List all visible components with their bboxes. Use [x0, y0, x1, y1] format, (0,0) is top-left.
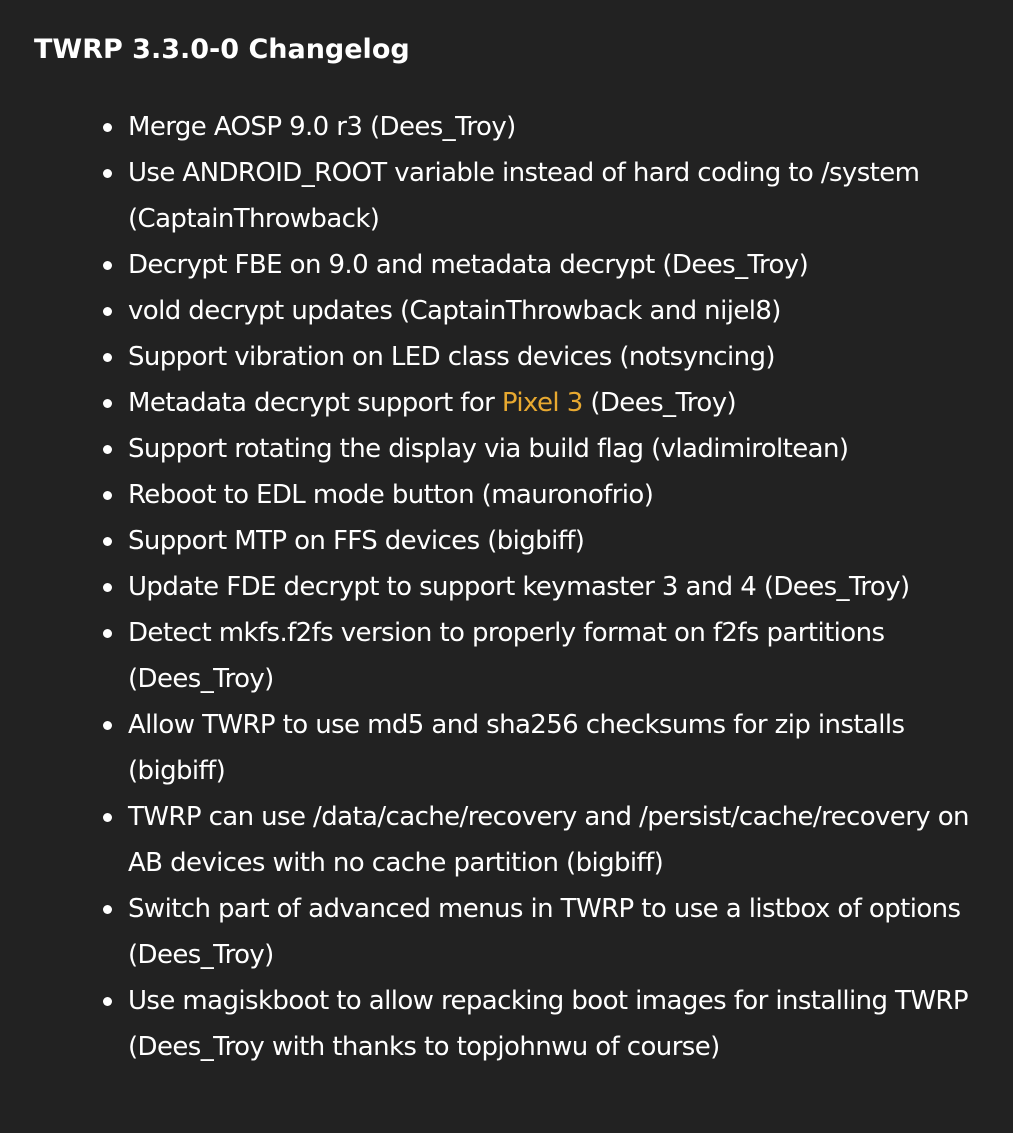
changelog-item-text: Decrypt FBE on 9.0 and metadata decrypt (Dees_Troy)	[128, 250, 809, 280]
bullet-icon	[103, 169, 112, 178]
changelog-item-text: Allow TWRP to use md5 and sha256 checksums for zip installs (bigbiff)	[128, 710, 905, 786]
bullet-icon	[103, 261, 112, 270]
changelog-item	[128, 380, 1013, 426]
changelog-item	[128, 150, 1013, 242]
bullet-icon	[103, 307, 112, 316]
bullet-icon	[103, 629, 112, 638]
changelog-item-text: Switch part of advanced menus in TWRP to use a listbox of options (Dees_Troy)	[128, 894, 961, 970]
changelog-item-text-after: (Dees_Troy)	[582, 388, 737, 418]
changelog-item	[128, 886, 1013, 978]
bullet-icon	[103, 997, 112, 1006]
changelog-item-text: Support MTP on FFS devices (bigbiff)	[128, 526, 585, 556]
changelog-item	[128, 702, 1013, 794]
changelog-list	[34, 104, 1013, 1070]
changelog-item-text-before: Metadata decrypt support for	[128, 388, 502, 418]
changelog-item-text: Merge AOSP 9.0 r3 (Dees_Troy)	[128, 112, 516, 142]
bullet-icon	[103, 583, 112, 592]
changelog-item-text: Reboot to EDL mode button (mauronofrio)	[128, 480, 654, 510]
changelog-item-text: Update FDE decrypt to support keymaster 3 and 4 (Dees_Troy)	[128, 572, 910, 602]
pixel-3-link[interactable]: Pixel 3	[501, 388, 583, 418]
changelog-item	[128, 242, 1013, 288]
changelog-item	[128, 426, 1013, 472]
bullet-icon	[103, 491, 112, 500]
changelog-item	[128, 288, 1013, 334]
changelog-item	[128, 610, 1013, 702]
changelog-item	[128, 104, 1013, 150]
changelog-item	[128, 978, 1013, 1070]
changelog-item	[128, 334, 1013, 380]
bullet-icon	[103, 399, 112, 408]
bullet-icon	[103, 813, 112, 822]
changelog-item-text: Use magiskboot to allow repacking boot images for installing TWRP (Dees_Troy with thanks to topjohnwu of course)	[128, 986, 968, 1062]
changelog-item-text: TWRP can use /data/cache/recovery and /persist/cache/recovery on AB devices with no cache partition (bigbiff)	[128, 802, 969, 878]
changelog-item	[128, 564, 1013, 610]
bullet-icon	[103, 905, 112, 914]
changelog-item-text: vold decrypt updates (CaptainThrowback and nijel8)	[128, 296, 781, 326]
changelog-item-text: Detect mkfs.f2fs version to properly format on f2fs partitions (Dees_Troy)	[128, 618, 885, 694]
bullet-icon	[103, 537, 112, 546]
bullet-icon	[103, 721, 112, 730]
changelog-item	[128, 472, 1013, 518]
changelog-item	[128, 518, 1013, 564]
bullet-icon	[103, 123, 112, 132]
changelog-item-text: Use ANDROID_ROOT variable instead of hard coding to /system (CaptainThrowback)	[128, 158, 920, 234]
bullet-icon	[103, 445, 112, 454]
changelog-item-text: Support rotating the display via build flag (vladimiroltean)	[128, 434, 849, 464]
bullet-icon	[103, 353, 112, 362]
changelog-title: TWRP 3.3.0-0 Changelog	[34, 34, 410, 65]
changelog-item-text: Support vibration on LED class devices (notsyncing)	[128, 342, 775, 372]
changelog-item	[128, 794, 1013, 886]
